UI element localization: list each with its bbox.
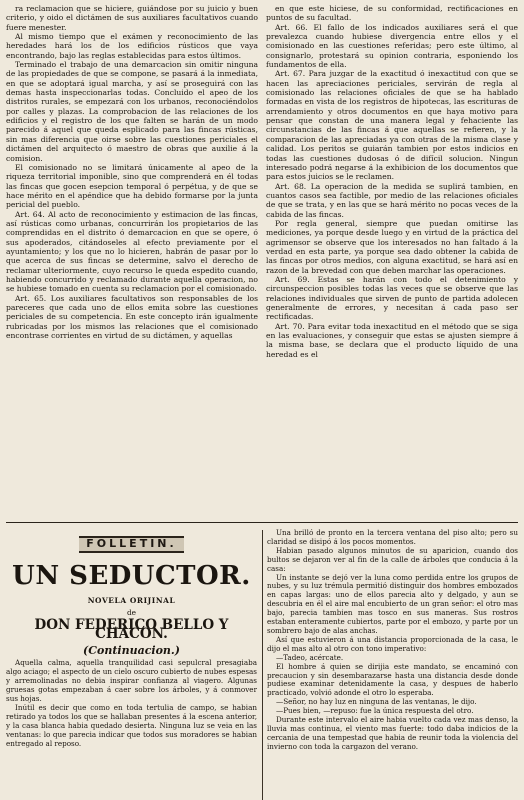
paragraph: ra reclamacion que se hiciere, guiándose por su juicio y buen criterio, y oido el dictámen de sus auxiliares facultativos cuando fuere menester. xyxy=(6,4,258,32)
paragraph: El hombre á quien se dirijia este mandato, se encaminó con precaucion y sin desembarazarse hasta una distancia desde donde pudiese examinar detenidamente la casa, y despues de haberlo practicado, volvió adonde el otro lo esperaba. xyxy=(267,661,518,698)
paragraph: Durante este intervalo el aire habia vuelto cada vez mas denso, la lluvia mas continua, el viento mas fuerte: todo daba indicios de la cercania de una tempestad que habia de reunir toda la violencia del invierno con toda la cargazon del verano. xyxy=(267,715,518,751)
paragraph: Art. 66. El fallo de los indicados auxiliares será el que prevalezca cuando hubiese divergencia entre ellos y el comisionado en las cuestiones referidas; pero este último, al consignarlo, protestará su opinion contraria, esponiendo los fundamentos de ella. xyxy=(266,22,518,70)
serial-banner: FOLLETIN. xyxy=(79,536,183,553)
paragraph: Aquella calma, aquella tranquilidad casi sepulcral presagiaba algo aciago; el aspecto de un cielo oscuro cubierto de nubes espesas y arremolinadas no debia inspirar confianza al viagero. Algunas gruesas gotas empezaban á caer sobre los árboles, y á conmover sus hojas. xyxy=(6,658,257,704)
serial-title: UN SEDUCTOR. xyxy=(12,560,251,591)
article-columns xyxy=(6,4,518,518)
paragraph: Así que estuvieron á una distancia proporcionada de la casa, le dijo el mas alto al otro con tono imperativo: xyxy=(267,634,518,653)
left-column xyxy=(6,4,258,518)
paragraph: Art. 65. Los auxiliares facultativos son responsables de los pareceres que cada uno de ellos emita sobre las cuestiones periciales de su competencia. En este concepto irán igualmente rubricadas por los mismos las relaciones que el comisionado encontrase corrientes en virtud de su dictámen, y aquellas xyxy=(6,293,258,341)
paragraph: Una brilló de pronto en la tercera ventana del piso alto; pero su claridad se disipó á los pocos momentos. xyxy=(267,529,518,546)
paragraph: —Señor, no hay luz en ninguna de las ventanas, le dijo. xyxy=(276,697,477,707)
serial-byline-de: de xyxy=(126,607,137,617)
serial-genre: NOVELA ORIJINAL xyxy=(87,595,176,605)
paragraph: —Tadeo, acércate. xyxy=(276,652,344,662)
paragraph: Art. 64. Al acto de reconocimiento y estimacion de las fincas, así rústicas como urbanas, concurrirán los propietarios de las comprendidas en el distrito ó demarcacion en que se opere, ó sus apoderados, citándoseles al efecto previamente por el ayuntamiento; y los que no lo hicieren, habrán de pasar por lo que acerca de sus fincas se determine, salvo el derecho de reclamar ulteriormente, cuyo recurso le queda espedito cuando, habiendo concurrido y reclamado durante aquella operacion, no se hubiese tomado en cuenta su reclamacion por el comisionado. xyxy=(6,209,258,294)
paragraph: Art. 70. Para evitar toda inexactitud en el método que se siga en las evaluaciones, y conseguir que estas se ajusten siempre á la misma base, se declara que el producto líquido de una heredad es el xyxy=(266,321,518,359)
paragraph: Habian pasado algunos minutos de su aparicion, cuando dos bultos se dejaron ver al fin de la calle de árboles que conducia á la casa: xyxy=(267,545,518,573)
paragraph: Art. 67. Para juzgar de la exactitud ó inexactitud con que se hacen las apreciaciones periciales, servirán de regla al comisionado las relaciones oficiales de que se ha hablado formadas en vista de los registros de hipotecas, las escrituras de arrendamiento y otros documentos en que haya motivo para pensar que constan de una manera legal y fehaciente las circunstancias de las fincas á que aquellas se refieren, y la comparacion de las apreciadas ya con otras de la misma clase y calidad. Los peritos se guiarán tambien por estos indicios en todas las cuestiones dudosas ó de difícil solucion. Ningun interesado podrá negarse á la exhibicion de los documentos que para estos juicios se le reclamen. xyxy=(266,69,518,182)
paragraph: Inútil es decir que como en toda tertulia de campo, se habian retirado ya todos los que se hallaban presentes á la escena anterior, y la casa blanca habia quedado desierta. Ninguna luz se veia en las ventanas: lo que parecia indicar que todos sus moradores se habian entregado al reposo. xyxy=(6,702,257,748)
paragraph: Por regla general, siempre que puedan omitirse las mediciones, ya porque desde luego y en virtud de la práctica del agrimensor se observe que los interesados no han faltado á la verdad en esta parte, ya porque sea dado obtener la cabida de las fincas por otros medios, con alguna exactitud, se hará así en razon de la brevedad con que deben marchar las operaciones. xyxy=(266,218,518,275)
serial-banner-wrap xyxy=(6,536,257,553)
paragraph: Al mismo tiempo que el exámen y reconocimiento de las heredades hará los de los edificios rústicos que vaya encontrando, bajo las reglas establecidas para estos últimos. xyxy=(6,32,258,60)
column-divider xyxy=(262,530,263,800)
serial-continuation: (Continuacion.) xyxy=(83,643,180,657)
paragraph: en que este hiciese, de su conformidad, rectificaciones en puntos de su facultad. xyxy=(266,4,518,23)
serial-author: DON FEDERICO BELLO Y CHACON. xyxy=(34,616,229,642)
serial-left-column xyxy=(6,529,257,752)
paragraph: Terminado el trabajo de una demarcacion sin omitir ninguna de las propiedades de que se compone, se pasará á la inmediata, en que se adoptará igual marcha, y así se proseguirá con las demas hasta inspeccionarlas todas. Concluido el apeo de los distritos rurales, se empezará con los urbanos, reconociéndolos por calles y plazas. La comprobacion de las relaciones de los edificios y el registro de los que falten se harán de un modo parecido á aquel que queda esplicado para las fincas rústicas, sin mas diferencia que oirse sobre las cuestiones periciales el dictámen del arquitecto ó maestro de obras que auxilie á la comision. xyxy=(6,60,258,163)
paragraph: Un instante se dejó ver la luna como perdida entre los grupos de nubes, y su luz trémula permitió distinguir dos hombres embozados en capas largas: uno de ellos parecia alto y delgado, y aun se descubria en él el aire mal encubierto de un gran señor: el otro mas bajo, parecia tambien mas tosco en sus maneras. Sus rostros estaban enteramente cubiertos, parte por el embozo, y parte por un sombrero bajo de alas anchas. xyxy=(267,572,518,635)
section-divider xyxy=(6,522,518,523)
paragraph: El comisionado no se limitará únicamente al apeo de la riqueza territorial imponible, sino que comprenderá en él todas las fincas que gocen esepcion temporal ó perpétua, y de que se hace mérito en el apéndice que ha debido formarse por la junta pericial del pueblo. xyxy=(6,162,258,210)
paragraph: —Pues bien, —repuso: fue la única respuesta del otro. xyxy=(276,706,474,716)
serial-right-column xyxy=(267,529,518,752)
paragraph: Art. 68. La operacion de la medida se suplirá tambien, en cuantos casos sea factible, por medio de las relaciones oficiales de que se trata, y en las que se hará mérito no pocas veces de la cabida de las fincas. xyxy=(266,181,518,219)
paragraph: Art. 69. Estas se harán con todo el detenimiento y circunspeccion posibles todas las veces que se observe que las relaciones individuales que sirven de punto de partida adolecen generalmente de errores, y necesitan á cada paso ser rectificadas. xyxy=(266,274,518,322)
right-column xyxy=(266,4,518,518)
